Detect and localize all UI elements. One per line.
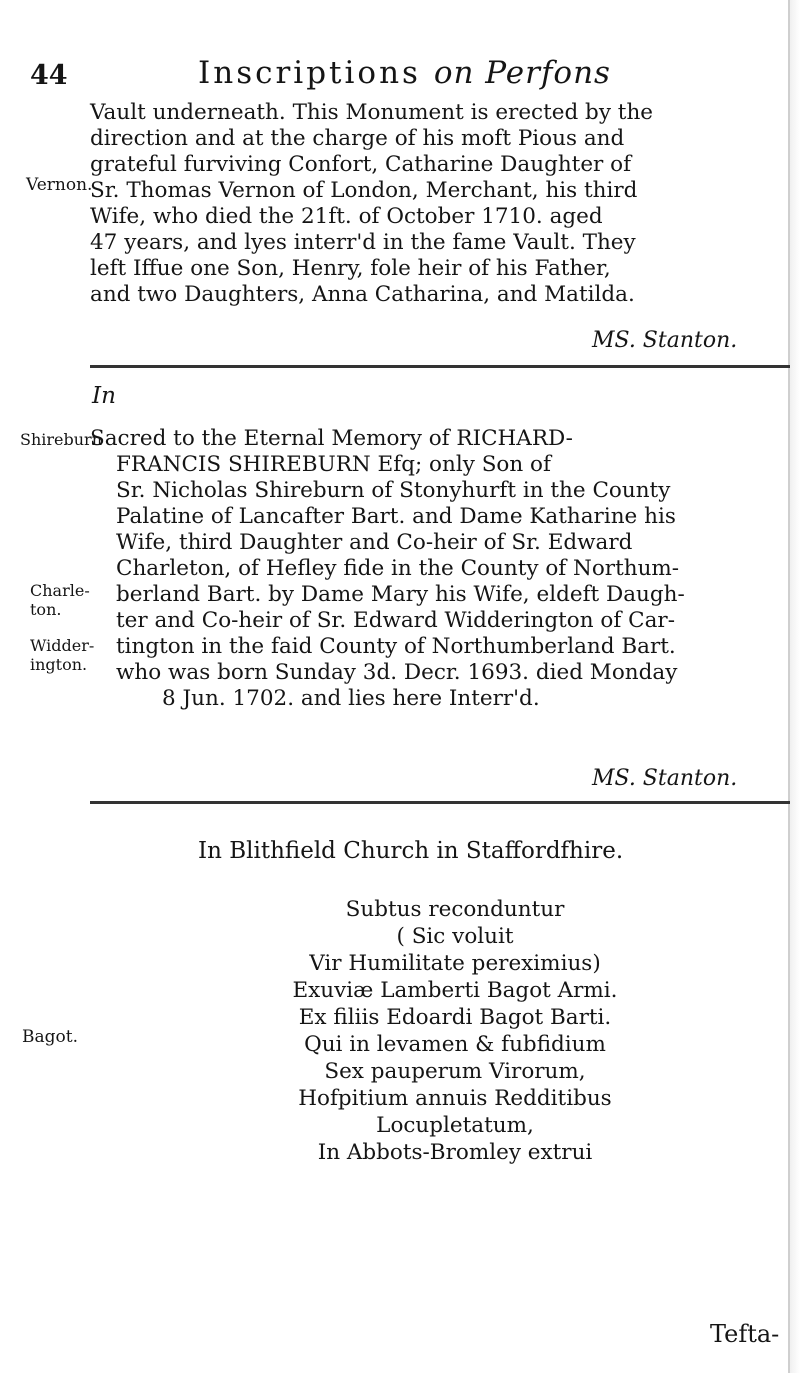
margin-note-widderington: Widder- ington. — [30, 636, 95, 674]
text-line: direction and at the charge of his moft Pious and — [90, 126, 625, 151]
text-line: tington in the faid County of Northumberland Bart. — [116, 634, 676, 659]
poem-line: Subtus reconduntur — [345, 897, 565, 922]
section-divider — [90, 801, 790, 804]
page-number: 44 — [30, 60, 68, 91]
running-head — [198, 55, 611, 91]
text-line: Wife, third Daughter and Co-heir of Sr. Edward — [116, 530, 633, 555]
entry-shireburn-text — [90, 426, 685, 712]
poem-line: Locupletatum, — [376, 1113, 534, 1138]
page-edge — [788, 0, 800, 1373]
text-line: Charleton, of Hefley fide in the County of Northum- — [116, 556, 680, 581]
poem-line: Exuviæ Lamberti Bagot Armi. — [292, 978, 618, 1003]
entry-heading: In — [92, 383, 116, 409]
text-line: Sr. Thomas Vernon of London, Merchant, his third — [90, 178, 638, 203]
entry-heading-blithfield: In Blithfield Church in Staffordfhire. — [198, 838, 624, 864]
poem-line: ( Sic voluit — [396, 924, 514, 949]
source-signature: MS. Stanton. — [592, 766, 738, 791]
margin-note-vernon: Vernon. — [26, 175, 93, 195]
text-line: and two Daughters, Anna Catharina, and Matilda. — [90, 282, 635, 307]
section-divider — [90, 365, 790, 368]
running-head-caps: Inscriptions — [198, 55, 421, 91]
text-line: FRANCIS SHIREBURN Efq; only Son of — [116, 452, 551, 477]
poem-line: Vir Humilitate pereximius) — [309, 951, 601, 976]
running-head-italic: on Perfons — [433, 55, 611, 91]
text-line: Vault underneath. This Monument is erected by the — [90, 100, 654, 125]
margin-note-shireburn: Shireburn — [20, 430, 102, 449]
text-line: 8 Jun. 1702. and lies here Interr'd. — [162, 686, 540, 711]
poem-line: Sex pauperum Virorum, — [324, 1059, 586, 1084]
text-line: grateful furviving Confort, Catharine Daughter of — [90, 152, 632, 177]
text-line: berland Bart. by Dame Mary his Wife, eldeft Daugh- — [116, 582, 685, 607]
margin-note-charleton: Charle- ton. — [30, 581, 90, 619]
catchword: Tefta- — [710, 1320, 780, 1348]
source-signature: MS. Stanton. — [592, 328, 738, 353]
text-line: 47 years, and lyes interr'd in the fame Vault. They — [90, 230, 636, 255]
text-line: who was born Sunday 3d. Decr. 1693. died Monday — [116, 660, 678, 685]
poem-line: Qui in levamen & fubfidium — [304, 1032, 606, 1057]
text-line: left Iffue one Son, Henry, fole heir of his Father, — [90, 256, 611, 281]
text-line: Wife, who died the 21ft. of October 1710. aged — [90, 204, 603, 229]
text-line: Palatine of Lancafter Bart. and Dame Katharine his — [116, 504, 676, 529]
poem-line: Ex filiis Edoardi Bagot Barti. — [298, 1005, 612, 1030]
poem-line: In Abbots-Bromley extrui — [317, 1140, 593, 1165]
poem-line: Hofpitium annuis Redditibus — [298, 1086, 612, 1111]
latin-inscription — [215, 896, 695, 1166]
entry-vernon-text — [90, 100, 653, 308]
text-line: Sr. Nicholas Shireburn of Stonyhurft in the County — [116, 478, 671, 503]
text-line: ter and Co-heir of Sr. Edward Widderington of Car- — [116, 608, 675, 633]
text-line: Sacred to the Eternal Memory of RICHARD- — [90, 426, 573, 451]
margin-note-bagot: Bagot. — [22, 1027, 78, 1047]
